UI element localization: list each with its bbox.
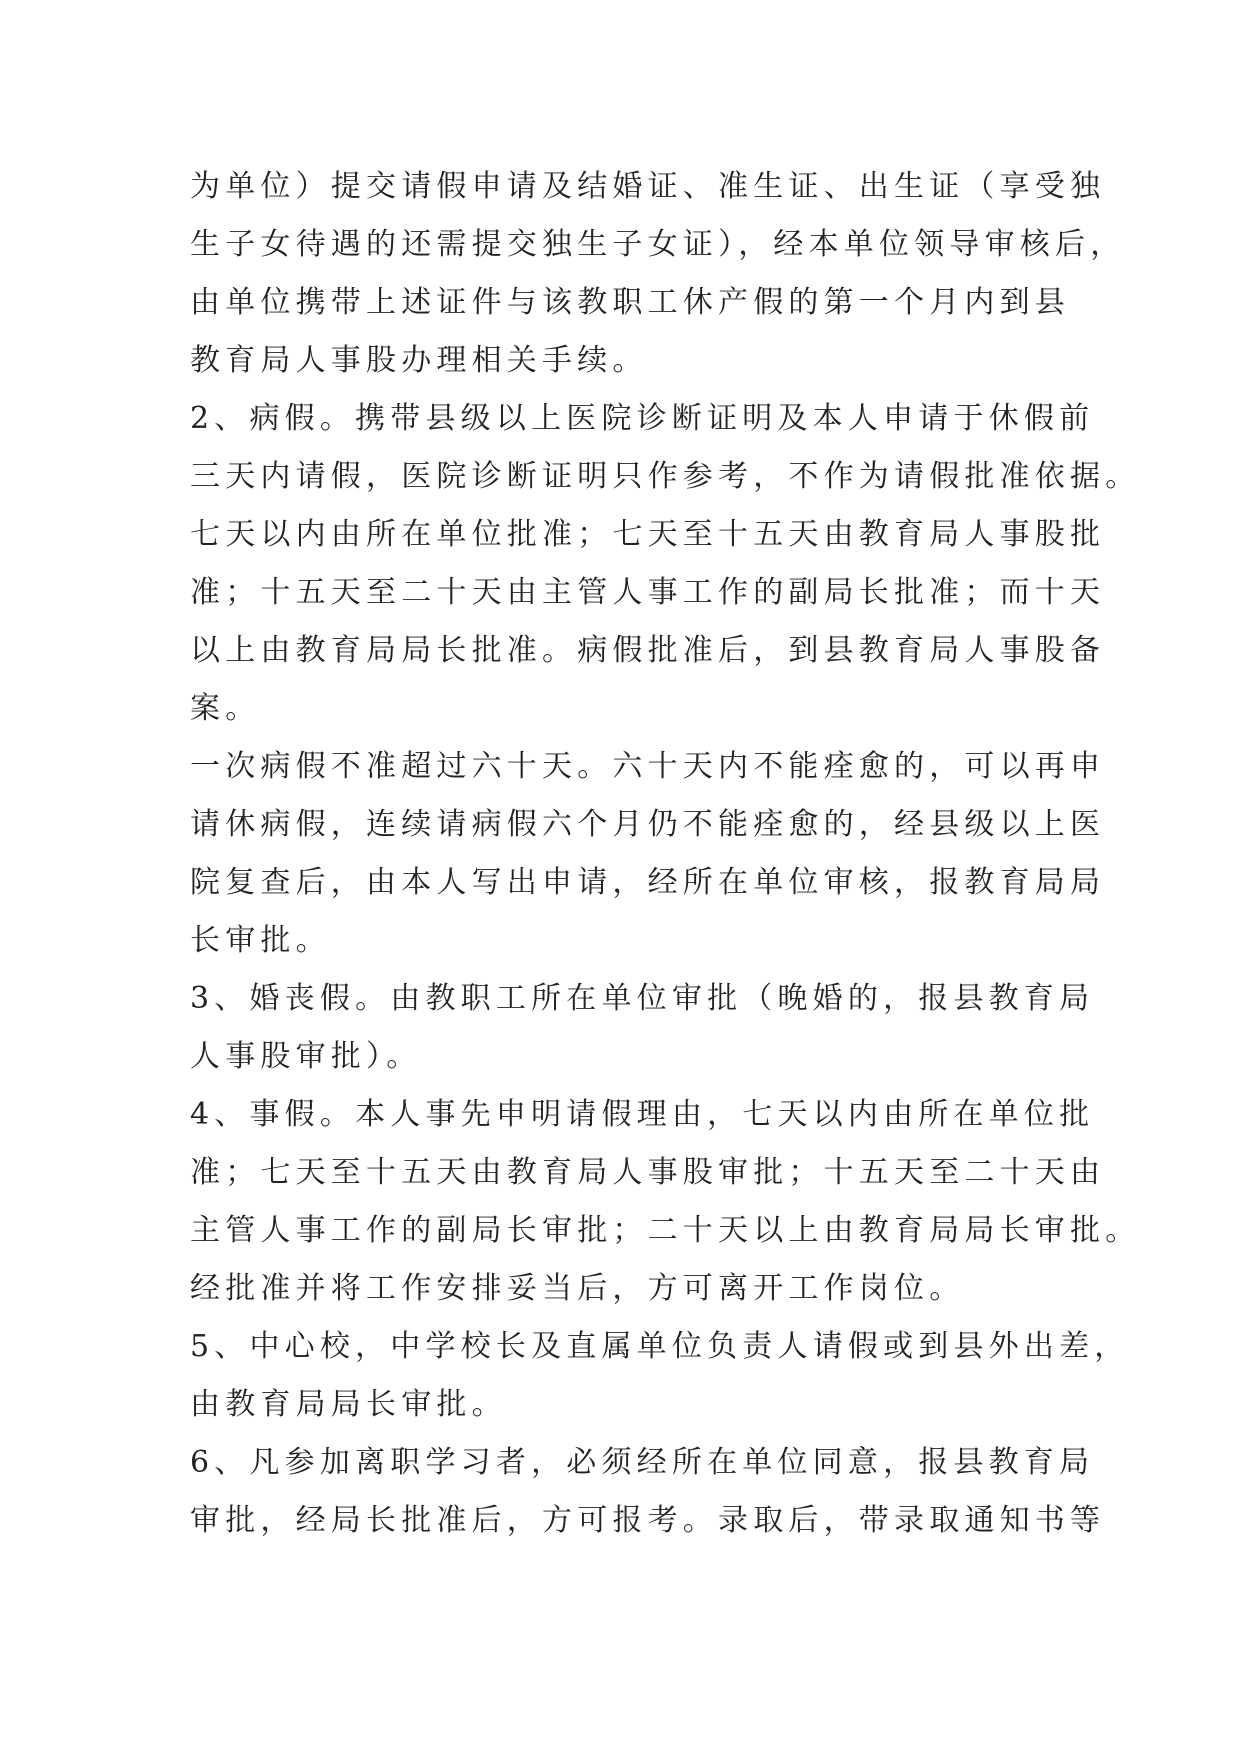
- text-line: 4、事假。本人事先申明请假理由，七天以内由所在单位批: [190, 1097, 1095, 1132]
- text-line: 院复查后，由本人写出申请，经所在单位审核，报教育局局: [190, 865, 1106, 900]
- text-line: 2、病假。携带县级以上医院诊断证明及本人申请于休假前: [190, 401, 1095, 436]
- text-line: 教育局人事股办理相关手续。: [190, 343, 648, 378]
- text-line: 审批，经局长批准后，方可报考。录取后，带录取通知书等: [190, 1503, 1106, 1538]
- text-line: 由教育局局长审批。: [190, 1387, 507, 1422]
- text-line: 3、婚丧假。由教职工所在单位审批（晚婚的，报县教育局: [190, 981, 1095, 1016]
- text-line: 人事股审批）。: [190, 1039, 422, 1074]
- text-line: 经批准并将工作安排妥当后，方可离开工作岗位。: [190, 1271, 965, 1306]
- text-line: 准；七天至十五天由教育局人事股审批；十五天至二十天由: [190, 1155, 1106, 1190]
- text-line: 由单位携带上述证件与该教职工休产假的第一个月内到县: [190, 285, 1070, 320]
- text-line: 生子女待遇的还需提交独生子女证），经本单位领导审核后，: [190, 227, 1126, 262]
- text-line: 三天内请假，医院诊断证明只作参考，不作为请假批准依据。: [190, 459, 1141, 494]
- text-line: 以上由教育局局长批准。病假批准后，到县教育局人事股备: [190, 633, 1106, 668]
- text-line: 为单位）提交请假申请及结婚证、准生证、出生证（享受独: [190, 169, 1106, 204]
- text-line: 6、凡参加离职学习者，必须经所在单位同意，报县教育局: [190, 1445, 1095, 1480]
- text-line: 请休病假，连续请病假六个月仍不能痊愈的，经县级以上医: [190, 807, 1106, 842]
- text-line: 主管人事工作的副局长审批；二十天以上由教育局局长审批。: [190, 1213, 1141, 1248]
- text-line: 5、中心校，中学校长及直属单位负责人请假或到县外出差，: [190, 1329, 1130, 1364]
- text-line: 一次病假不准超过六十天。六十天内不能痊愈的，可以再申: [190, 749, 1106, 784]
- text-line: 七天以内由所在单位批准；七天至十五天由教育局人事股批: [190, 517, 1106, 552]
- text-line: 准；十五天至二十天由主管人事工作的副局长批准；而十天: [190, 575, 1106, 610]
- document-body: [190, 158, 1141, 1550]
- text-line: 长审批。: [190, 923, 331, 958]
- text-line: 案。: [190, 691, 261, 726]
